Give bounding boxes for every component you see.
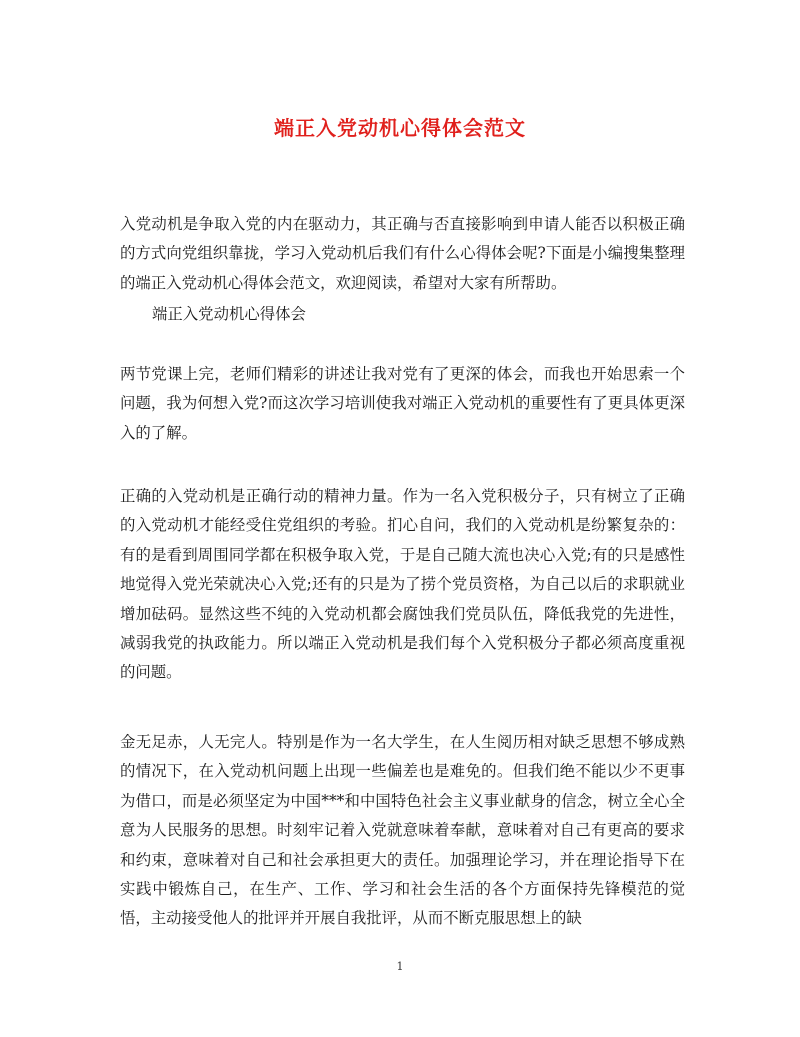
section-subheading: 端正入党动机心得体会 bbox=[152, 305, 306, 323]
page-number: 1 bbox=[396, 960, 404, 973]
intro-paragraph: 入党动机是争取入党的内在驱动力，其正确与否直接影响到申请人能否以积极正确的方式向党组织靠拢，学习入党动机后我们有什么心得体会呢?下面是小编搜集整理的端正入党动机心得体会范文，欢迎阅读，希望对大家有所帮助。 bbox=[120, 215, 685, 292]
document-title: 端正入党动机心得体会范文 bbox=[274, 116, 526, 140]
body-paragraph-1: 两节党课上完，老师们精彩的讲述让我对党有了更深的体会，而我也开始思索一个问题，我为何想入党?而这次学习培训使我对端正入党动机的重要性有了更具体更深入的了解。 bbox=[120, 365, 685, 442]
body-paragraph-2: 正确的入党动机是正确行动的精神力量。作为一名入党积极分子，只有树立了正确的入党动机才能经受住党组织的考验。扪心自问，我们的入党动机是纷繁复杂的：有的是看到周围同学都在积极争取入党，于是自己随大流也决心入党;有的只是感性地觉得入党光荣就决心入党;还有的只是为了捞个党员资格，为自己以后的求职就业增加砝码。显然这些不纯的入党动机都会腐蚀我们党员队伍，降低我党的先进性，减弱我党的执政能力。所以端正入党动机是我们每个入党积极分子都必须高度重视的问题。 bbox=[120, 487, 685, 682]
body-paragraph-3: 金无足赤，人无完人。特别是作为一名大学生，在人生阅历相对缺乏思想不够成熟的情况下，在入党动机问题上出现一些偏差也是难免的。但我们绝不能以少不更事为借口，而是必须坚定为中国***和中国特色社会主义事业献身的信念，树立全心全意为人民服务的思想。时刻牢记着入党就意味着奉献，意味着对自己有更高的要求和约束，意味着对自己和社会承担更大的责任。加强理论学习，并在理论指导下在实践中锻炼自己，在生产、工作、学习和社会生活的各个方面保持先锋模范的觉悟，主动接受他人的批评并开展自我批评，从而不断克服思想上的缺 bbox=[120, 733, 685, 928]
